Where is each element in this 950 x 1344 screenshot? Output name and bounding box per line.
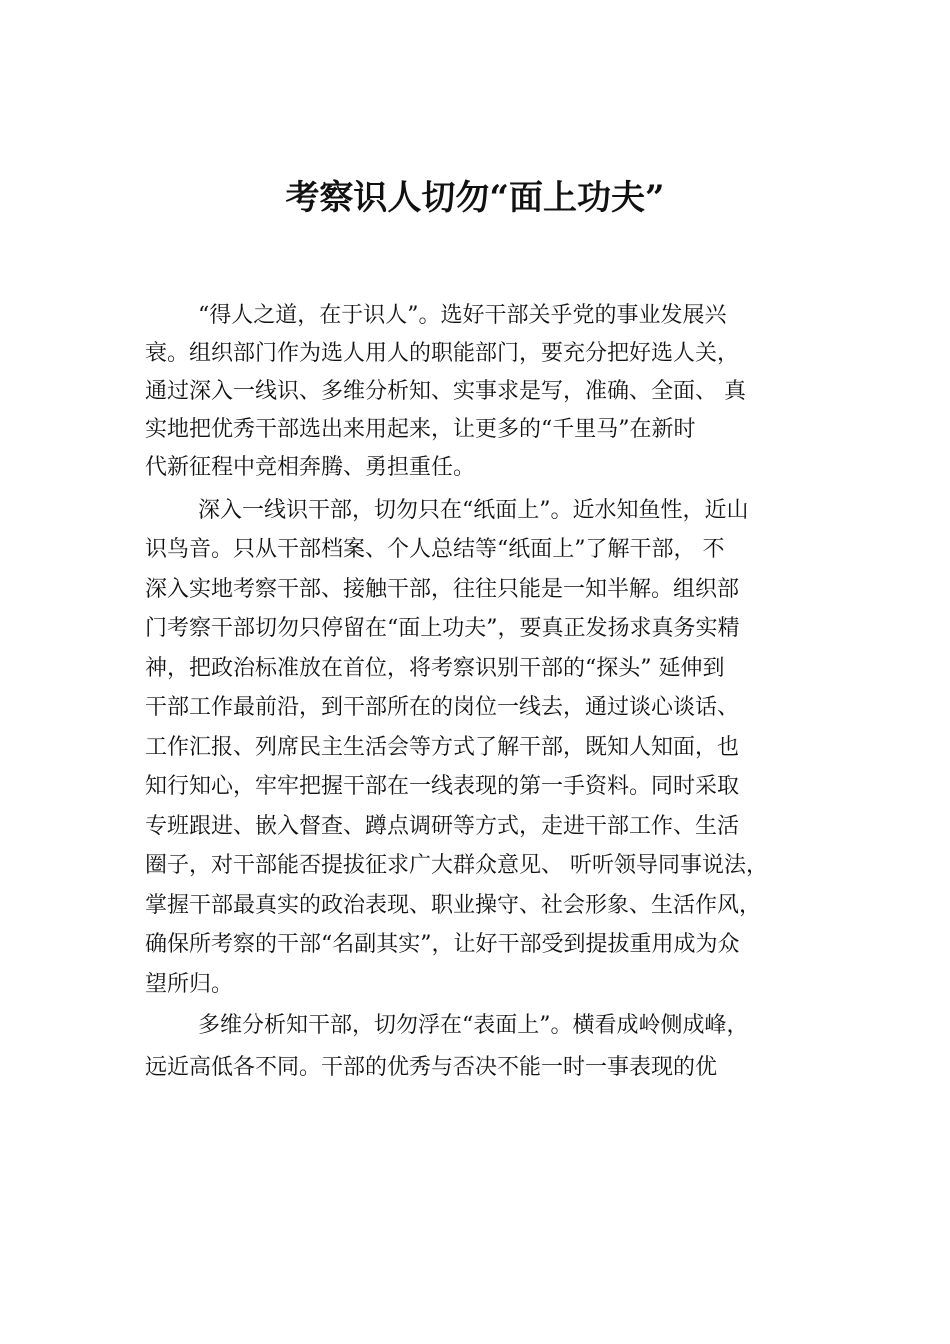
paragraph-line: 掌握干部最真实的政治表现、职业操守、社会形象、生活作风， xyxy=(145,893,762,918)
paragraph-line: 实地把优秀干部选出来用起来，让更多的“千里马”在新时 xyxy=(145,417,696,442)
paragraph-line: 确保所考察的干部“名副其实”，让好干部受到提拔重用成为众 xyxy=(145,932,740,957)
paragraph-line: 门考察干部切勿只停留在“面上功夫”，要真正发扬求真务实精 xyxy=(145,616,740,641)
paragraph-line: 干部工作最前沿，到干部所在的岗位一线去，通过谈心谈话、 xyxy=(145,695,740,720)
document-title: 考察识人切勿“面上功夫” xyxy=(285,178,665,218)
paragraph-line: 深入实地考察干部、接触干部，往往只能是一知半解。组织部 xyxy=(145,577,740,602)
paragraph-line: 衰。组织部门作为选人用人的职能部门，要充分把好选人关， xyxy=(145,341,740,366)
paragraph-line: 圈子，对干部能否提拔征求广大群众意见、 听听领导同事说法， xyxy=(145,853,768,878)
paragraph-line: 远近高低各不同。干部的优秀与否决不能一时一事表现的优 xyxy=(145,1055,718,1080)
paragraph-line: 专班跟进、嵌入督查、蹲点调研等方式，走进干部工作、生活 xyxy=(145,814,740,839)
paragraph-line: 多维分析知干部，切勿浮在“表面上”。横看成岭侧成峰， xyxy=(198,1013,749,1038)
paragraph-line: 望所归。 xyxy=(145,972,234,997)
paragraph-line: 深入一线识干部，切勿只在“纸面上”。近水知鱼性，近山 xyxy=(198,498,749,523)
paragraph-line: “得人之道，在于识人”。选好干部关乎党的事业发展兴 xyxy=(198,303,727,328)
paragraph-line: 工作汇报、列席民主生活会等方式了解干部，既知人知面，也 xyxy=(145,735,740,760)
paragraph-line: 知行知心，牢牢把握干部在一线表现的第一手资料。同时采取 xyxy=(145,774,740,799)
paragraph-line: 通过深入一线识、多维分析知、实事求是写，准确、全面、 真 xyxy=(145,379,746,404)
paragraph-line: 代新征程中竞相奔腾、勇担重任。 xyxy=(145,455,476,480)
paragraph-line: 神，把政治标准放在首位，将考察识别干部的“探头” 延伸到 xyxy=(145,656,725,681)
paragraph-line: 识鸟音。只从干部档案、个人总结等“纸面上”了解干部， 不 xyxy=(145,537,725,562)
